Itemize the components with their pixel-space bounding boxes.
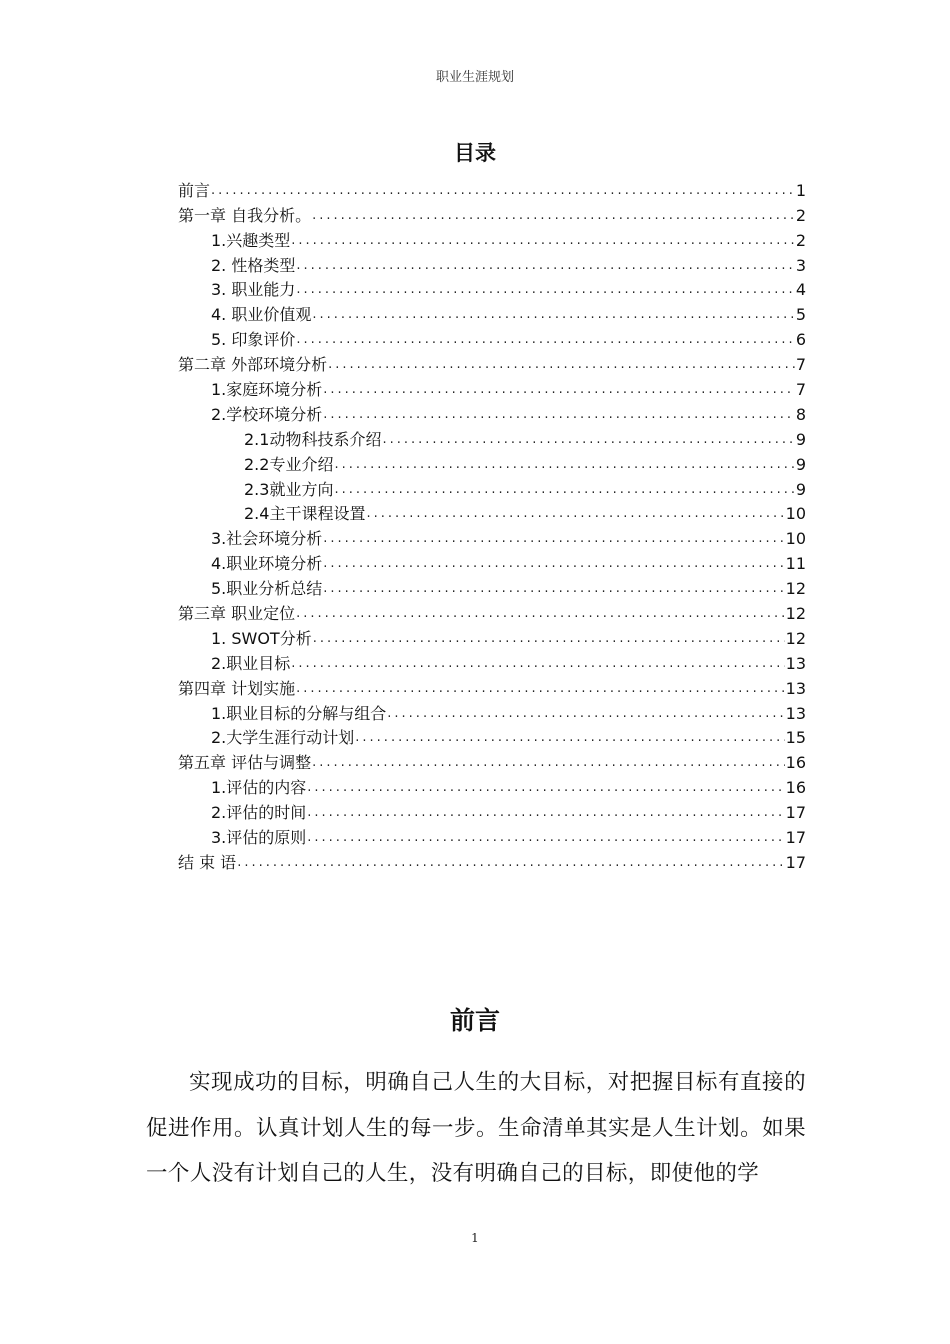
toc-dot-leader [237,853,784,873]
toc-entry-page: 17 [785,803,806,823]
toc-entry[interactable] [178,773,806,798]
toc-entry-page: 12 [785,628,806,648]
toc-dot-leader [366,504,784,524]
toc-dot-leader [323,529,784,549]
toc-entry[interactable] [178,350,806,375]
toc-entry-label: 2.评估的时间 [211,803,307,823]
toc-entry[interactable] [178,599,806,624]
toc-entry[interactable] [178,201,806,226]
toc-entry-label: 2. 性格类型 [211,255,296,275]
toc-dot-leader [328,355,795,375]
toc-entry-label: 1. SWOT分析 [211,628,312,648]
toc-entry[interactable] [178,798,806,823]
toc-entry-page: 4 [795,280,806,300]
toc-entry-label: 3. 职业能力 [211,280,296,300]
toc-entry[interactable] [178,848,806,873]
toc-entry[interactable] [178,674,806,699]
toc-entry-label: 第五章 评估与调整 [178,753,312,773]
toc-entry[interactable] [178,375,806,400]
toc-entry[interactable] [178,176,806,201]
toc-dot-leader [323,554,784,574]
toc-entry-label: 第一章 自我分析。 [178,205,312,225]
toc-entry-page: 7 [795,380,806,400]
toc-entry-page: 3 [795,255,806,275]
toc-entry[interactable] [178,300,806,325]
toc-entry-label: 第三章 职业定位 [178,604,296,624]
toc-entry-label: 1.兴趣类型 [211,230,291,250]
toc-dot-leader [312,305,794,325]
toc-entry-page: 16 [785,753,806,773]
toc-entry[interactable] [178,574,806,599]
toc-entry-label: 2.职业目标 [211,653,291,673]
toc-entry-page: 8 [795,404,806,424]
toc-entry-label: 结 束 语 [178,852,237,872]
toc-entry[interactable] [178,400,806,425]
toc-entry-label: 2.2专业介绍 [244,454,334,474]
toc-entry-label: 3.评估的原则 [211,828,307,848]
toc-entry-label: 5. 印象评价 [211,330,296,350]
toc-entry[interactable] [178,276,806,301]
toc-entry[interactable] [178,748,806,773]
toc-dot-leader [355,728,784,748]
toc-dot-leader [312,206,795,226]
toc-dot-leader [307,803,784,823]
toc-entry[interactable] [178,425,806,450]
toc-dot-leader [307,778,784,798]
toc-entry[interactable] [178,450,806,475]
toc-entry[interactable] [178,251,806,276]
toc-dot-leader [313,629,785,649]
toc-entry-page: 9 [795,479,806,499]
page-header: 职业生涯规划 [435,70,514,85]
toc-dot-leader [307,828,784,848]
toc-entry-page: 11 [785,554,806,574]
toc-entry[interactable] [178,649,806,674]
toc-entry[interactable] [178,325,806,350]
preface-paragraph: 实现成功的目标，明确自己人生的大目标，对把握目标有直接的促进作用。认真计划人生的每一步。生命清单其实是人生计划。如果一个人没有计划自己的人生，没有明确自己的目标，即使他的学 [146,1070,806,1186]
toc-entry-label: 1.职业目标的分解与组合 [211,703,387,723]
toc-entry-label: 1.家庭环境分析 [211,380,323,400]
toc-entry-label: 前言 [178,180,211,200]
toc-dot-leader [296,604,785,624]
toc-entry-page: 9 [795,429,806,449]
toc-entry-page: 1 [795,180,806,200]
toc-entry-page: 6 [795,330,806,350]
toc-dot-leader [296,330,794,350]
toc-entry-page: 12 [785,579,806,599]
toc-entry-label: 5.职业分析总结 [211,579,323,599]
toc-entry-page: 10 [785,504,806,524]
toc-entry-page: 17 [785,852,806,872]
toc-dot-leader [323,579,784,599]
toc-dot-leader [323,405,795,425]
toc-entry-label: 2.大学生涯行动计划 [211,728,355,748]
toc-entry-page: 13 [785,653,806,673]
toc-entry[interactable] [178,500,806,525]
toc-dot-leader [334,480,794,500]
toc-entry[interactable] [178,475,806,500]
toc-title: 目录 [454,141,496,165]
toc-dot-leader [211,181,795,201]
toc-entry-label: 2.4主干课程设置 [244,504,366,524]
toc-dot-leader [312,753,785,773]
toc-entry-label: 第二章 外部环境分析 [178,355,328,375]
toc-entry-page: 15 [785,728,806,748]
toc-dot-leader [323,380,795,400]
toc-entry-page: 2 [795,230,806,250]
toc-entry-label: 2.3就业方向 [244,479,334,499]
toc-entry-page: 7 [795,355,806,375]
toc-entry-page: 9 [795,454,806,474]
table-of-contents [178,176,806,873]
toc-dot-leader [387,704,784,724]
toc-entry-page: 5 [795,305,806,325]
toc-entry-page: 13 [785,703,806,723]
toc-dot-leader [291,231,795,251]
toc-entry-page: 12 [785,604,806,624]
toc-dot-leader [382,430,794,450]
toc-entry-page: 17 [785,828,806,848]
toc-entry-label: 1.评估的内容 [211,778,307,798]
toc-dot-leader [296,679,785,699]
toc-entry-label: 4.职业环境分析 [211,554,323,574]
toc-entry[interactable] [178,524,806,549]
toc-dot-leader [296,256,794,276]
toc-dot-leader [296,280,794,300]
toc-entry[interactable] [178,226,806,251]
toc-entry-page: 10 [785,529,806,549]
toc-entry[interactable] [178,724,806,749]
toc-entry[interactable] [178,549,806,574]
page-number: 1 [471,1231,479,1245]
toc-entry-label: 3.社会环境分析 [211,529,323,549]
toc-dot-leader [334,455,794,475]
toc-dot-leader [291,654,784,674]
toc-entry-label: 第四章 计划实施 [178,678,296,698]
toc-entry[interactable] [178,624,806,649]
toc-entry-label: 4. 职业价值观 [211,305,312,325]
toc-entry-label: 2.1动物科技系介绍 [244,429,382,449]
toc-entry[interactable] [178,699,806,724]
toc-entry-page: 16 [785,778,806,798]
toc-entry-page: 2 [795,205,806,225]
toc-entry[interactable] [178,823,806,848]
preface-title: 前言 [449,1006,500,1035]
toc-entry-page: 13 [785,678,806,698]
toc-entry-label: 2.学校环境分析 [211,404,323,424]
